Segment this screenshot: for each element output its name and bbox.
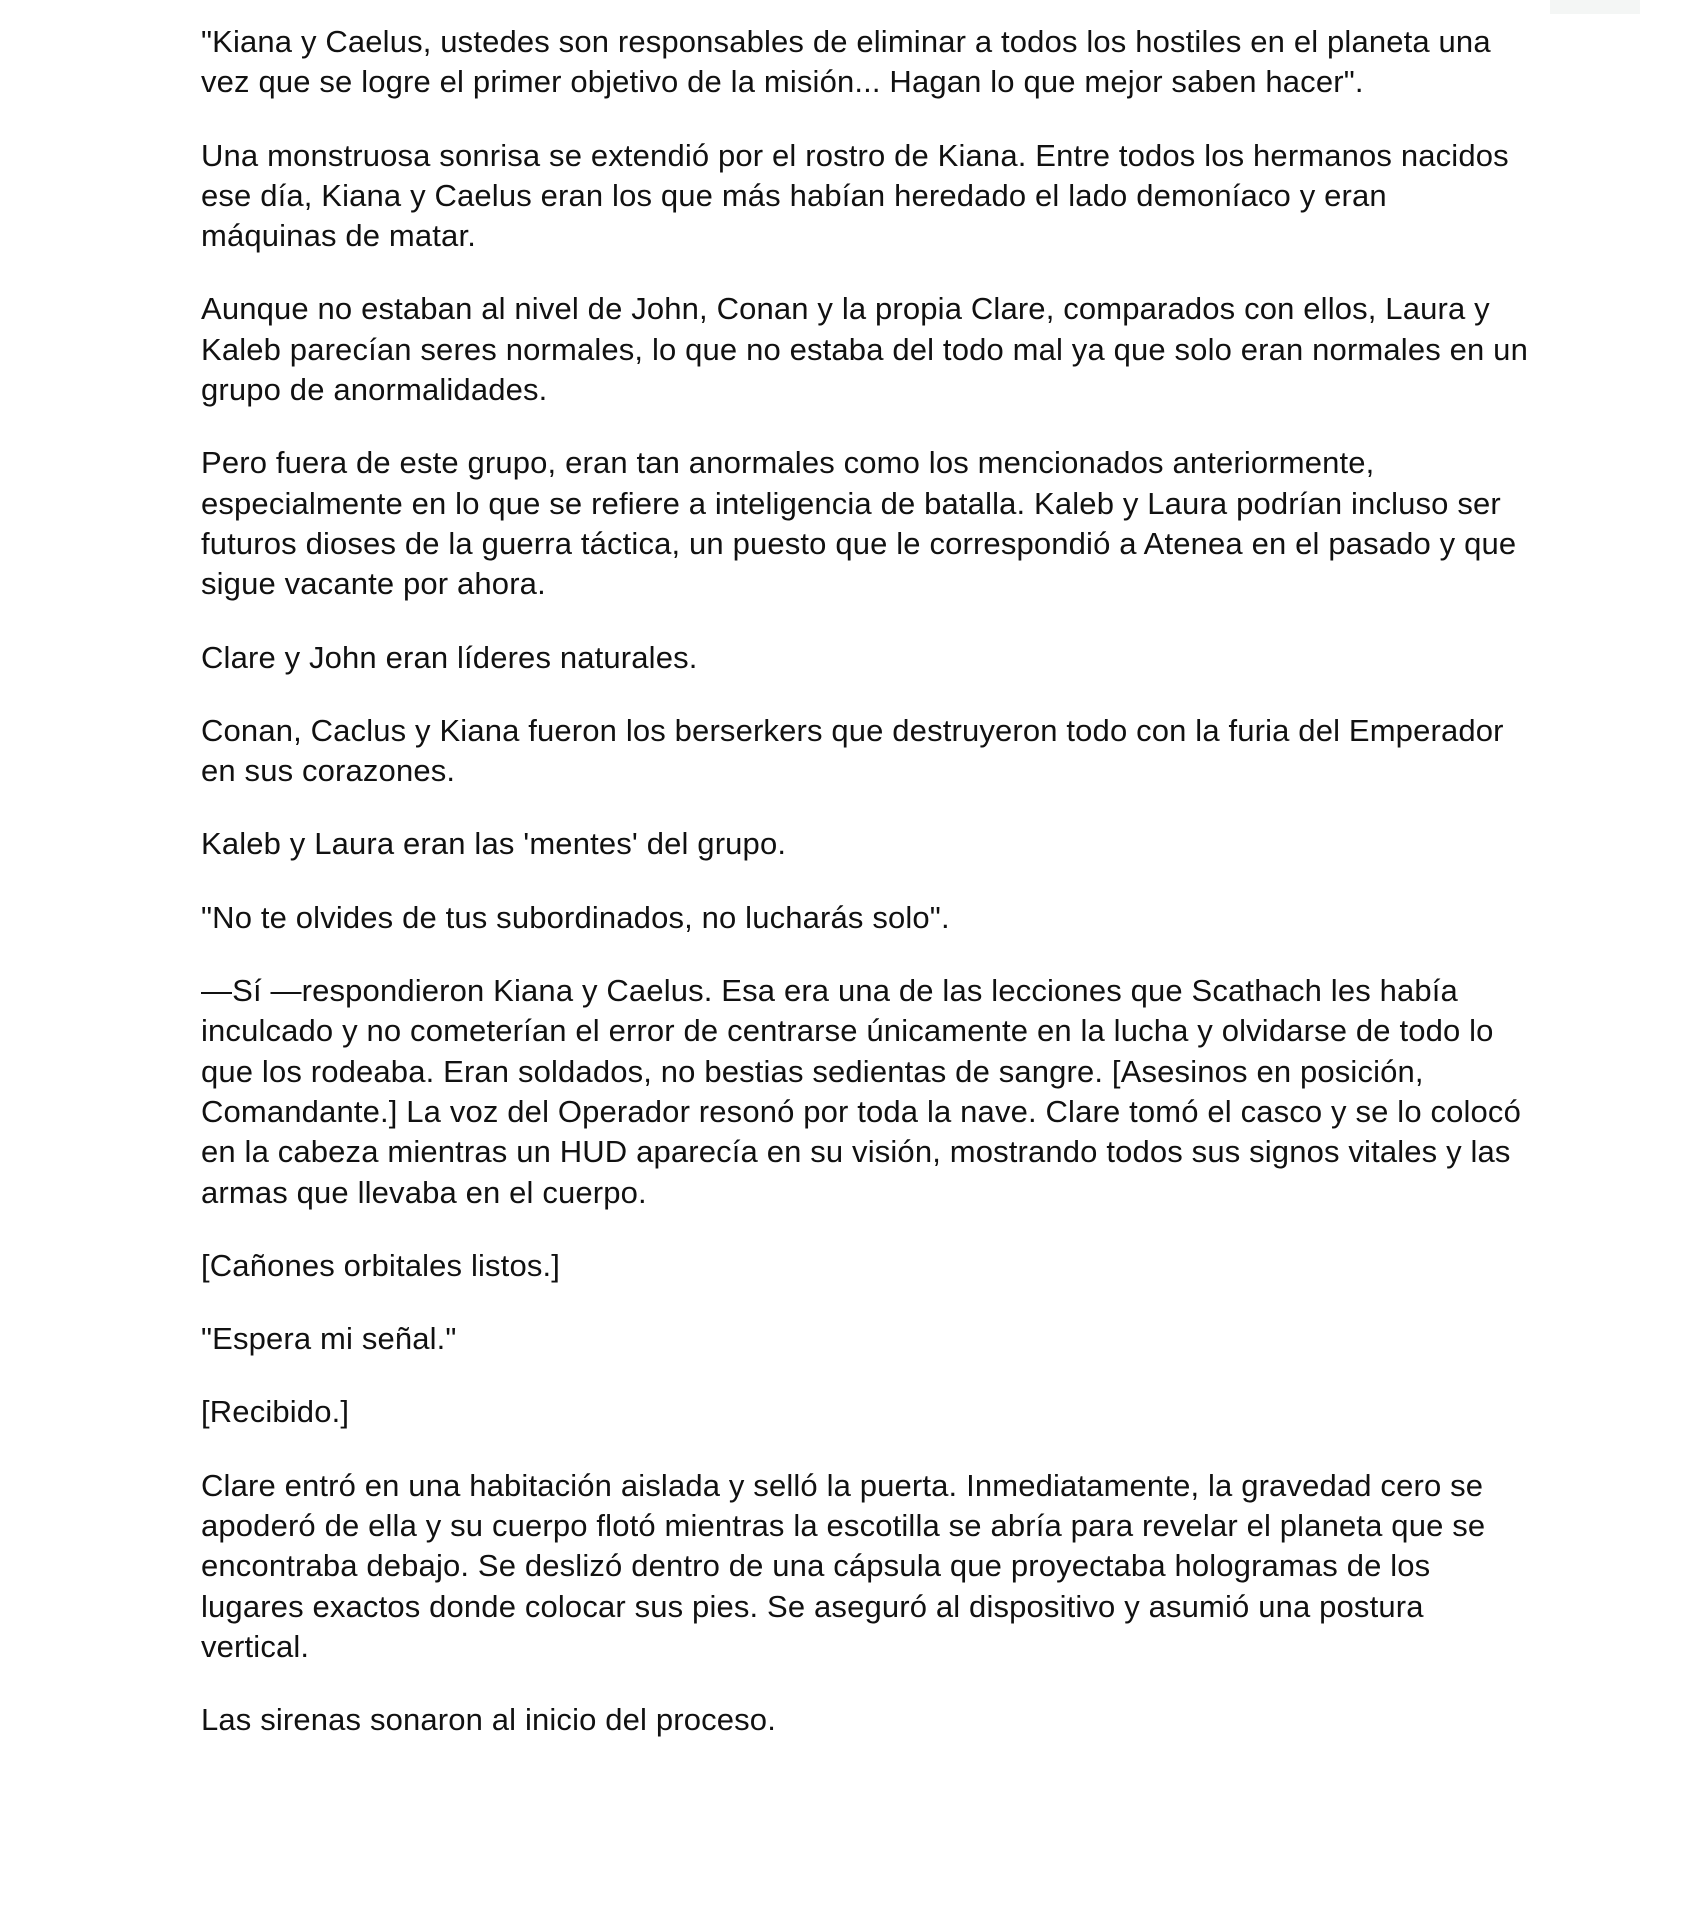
paragraph: [Cañones orbitales listos.] <box>201 1247 561 1283</box>
paragraph: —Sí —respondieron Kiana y Caelus. Esa era una de las lecciones que Scathach les había inculcado y no cometerían el error de centrarse únicamente en la lucha y olvidarse de todo lo que los rodeaba. Eran soldados, no bestias sedientas de sangre. [Asesinos en posición, Comandante.] La voz del Operador resonó por toda la nave. Clare tomó el casco y se lo colocó en la cabeza mientras un HUD aparecía en su visión, mostrando todos sus signos vitales y las armas que llevaba en el cuerpo. <box>201 973 1521 1210</box>
paragraph: Kaleb y Laura eran las 'mentes' del grupo. <box>201 826 787 862</box>
paragraph: "No te olvides de tus subordinados, no lucharás solo". <box>201 899 950 935</box>
corner-mark <box>1550 0 1640 14</box>
paragraph: Clare y John eran líderes naturales. <box>201 639 698 675</box>
paragraph: Pero fuera de este grupo, eran tan anormales como los mencionados anteriormente, especialmente en lo que se refiere a inteligencia de batalla. Kaleb y Laura podrían incluso ser futuros dioses de la guerra táctica, un puesto que le correspondió a Atenea en el pasado y que sigue vacante por ahora. <box>201 445 1517 602</box>
paragraph: [Recibido.] <box>201 1394 350 1430</box>
paragraph: Clare entró en una habitación aislada y selló la puerta. Inmediatamente, la gravedad cero se apoderó de ella y su cuerpo flotó mientras la escotilla se abría para revelar el planeta que se encontraba debajo. Se deslizó dentro de una cápsula que proyectaba hologramas de los lugares exactos donde colocar sus pies. Se aseguró al dispositivo y asumió una postura vertical. <box>201 1467 1486 1664</box>
paragraph: "Kiana y Caelus, ustedes son responsables de eliminar a todos los hostiles en el planeta una vez que se logre el primer objetivo de la misión... Hagan lo que mejor saben hacer". <box>201 24 1491 100</box>
paragraph: "Espera mi señal." <box>201 1321 457 1357</box>
paragraph: Conan, Caclus y Kiana fueron los berserkers que destruyeron todo con la furia del Emperador en sus corazones. <box>201 712 1504 789</box>
paragraph: Una monstruosa sonrisa se extendió por el rostro de Kiana. Entre todos los hermanos nacidos ese día, Kiana y Caelus eran los que más habían heredado el lado demoníaco y eran máquinas de matar. <box>201 137 1509 254</box>
paragraph: Aunque no estaban al nivel de John, Conan y la propia Clare, comparados con ellos, Laura y Kaleb parecían seres normales, lo que no estaba del todo mal ya que solo eran normales en un grupo de anormalidades. <box>201 291 1528 408</box>
text-column <box>201 22 1531 1774</box>
paragraph: Las sirenas sonaron al inicio del proceso. <box>201 1702 776 1738</box>
